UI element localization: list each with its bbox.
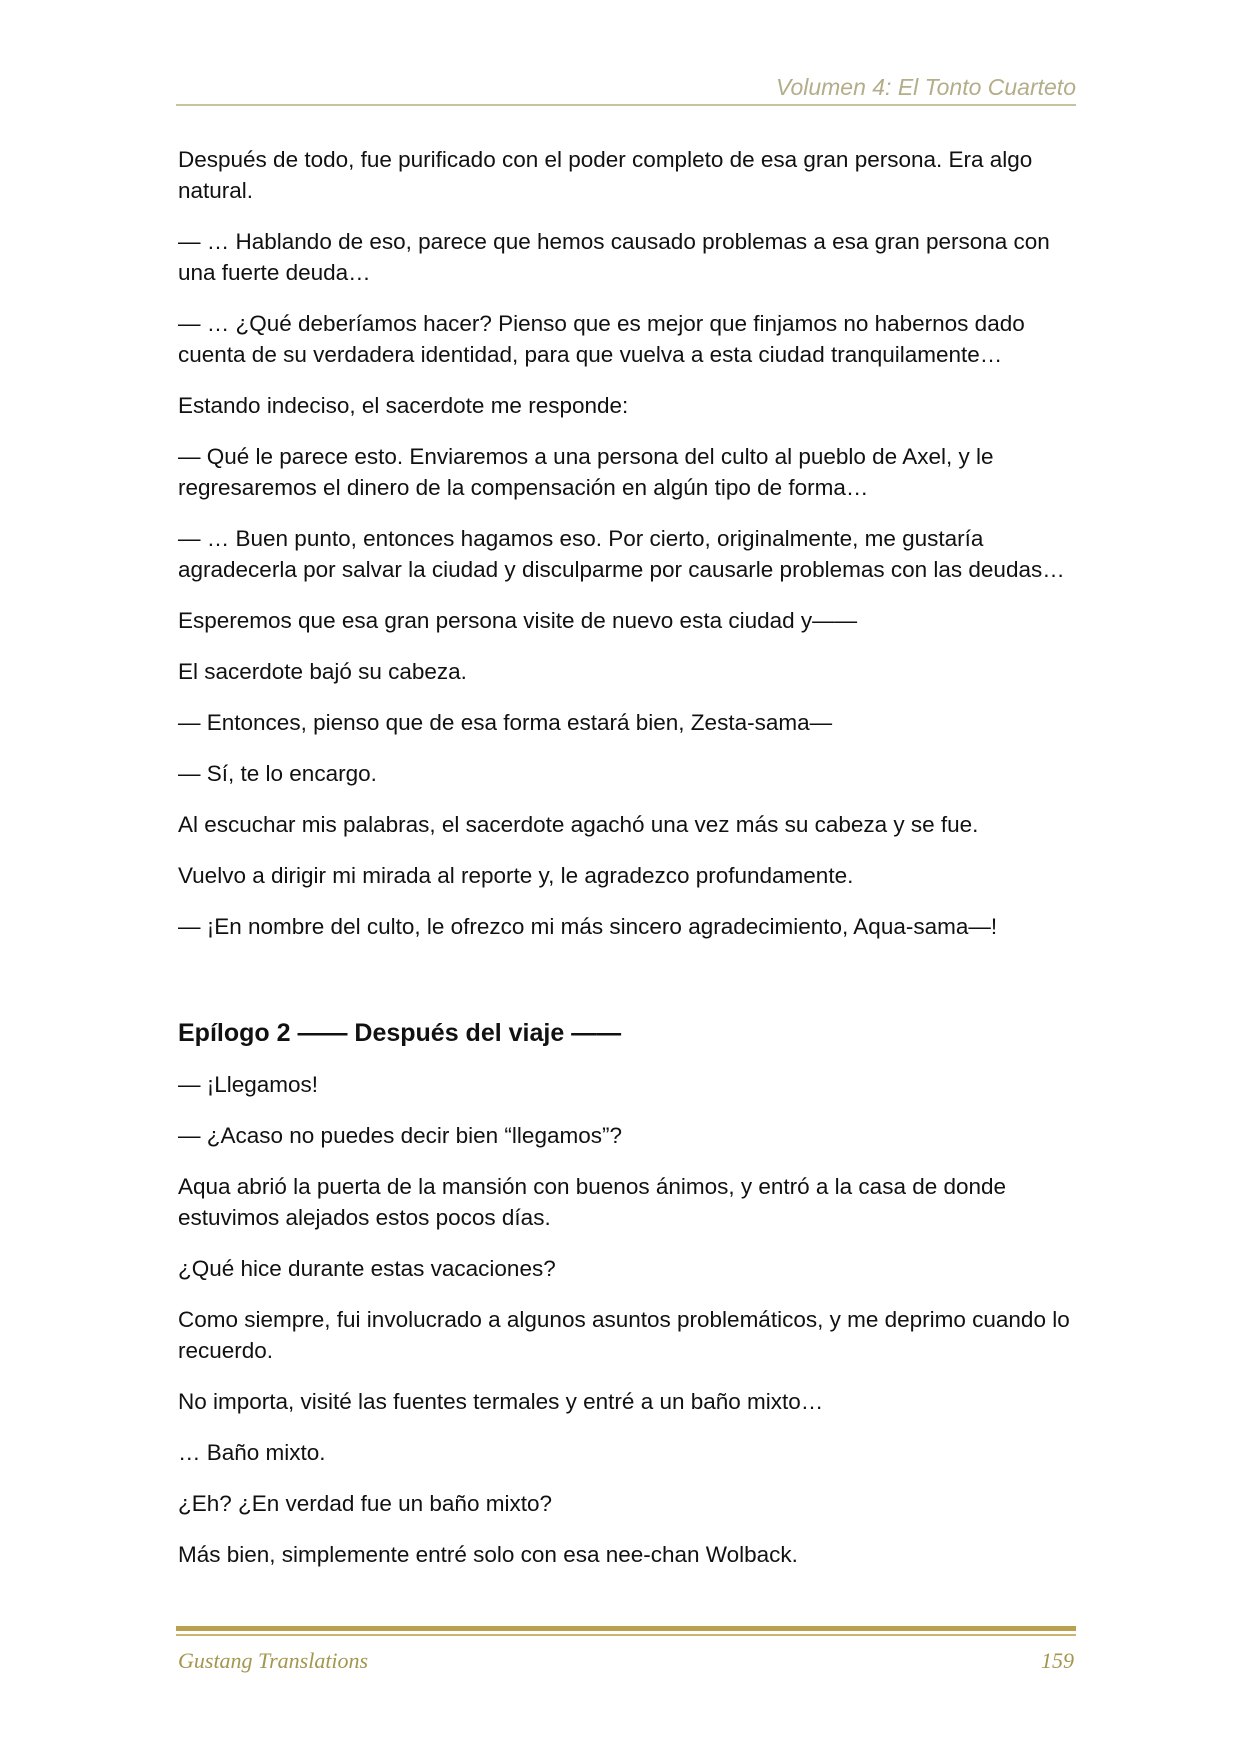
paragraph: Estando indeciso, el sacerdote me responde: xyxy=(178,393,629,418)
paragraph: ¿Eh? ¿En verdad fue un baño mixto? xyxy=(178,1491,552,1516)
page-number: 159 xyxy=(1041,1648,1074,1673)
section-spacer xyxy=(178,962,1080,1017)
paragraph: — ¿Acaso no puedes decir bien “llegamos”? xyxy=(178,1123,622,1148)
footer-divider-thick xyxy=(176,1626,1076,1631)
paragraph: ¿Qué hice durante estas vacaciones? xyxy=(178,1256,556,1281)
paragraph: — ¡En nombre del culto, le ofrezco mi más sincero agradecimiento, Aqua-sama—! xyxy=(178,914,998,939)
page-header xyxy=(176,70,1076,106)
paragraph: Aqua abrió la puerta de la mansión con buenos ánimos, y entró a la casa de donde estuvimos alejados estos pocos días. xyxy=(178,1174,1007,1230)
paragraph: Después de todo, fue purificado con el poder completo de esa gran persona. Era algo natural. xyxy=(178,147,1033,203)
paragraph: El sacerdote bajó su cabeza. xyxy=(178,659,467,684)
paragraph: — Qué le parece esto. Enviaremos a una persona del culto al pueblo de Axel, y le regresaremos el dinero de la compensación en algún tipo de forma… xyxy=(178,444,994,500)
paragraph: — … Buen punto, entonces hagamos eso. Por cierto, originalmente, me gustaría agradecerla por salvar la ciudad y disculparme por causarle problemas con las deudas… xyxy=(178,526,1065,582)
section-heading: Epílogo 2 —— Después del viaje —— xyxy=(178,1019,622,1047)
paragraph: Más bien, simplemente entré solo con esa nee-chan Wolback. xyxy=(178,1542,798,1567)
paragraph: — Sí, te lo encargo. xyxy=(178,761,377,786)
paragraph: No importa, visité las fuentes termales y entré a un baño mixto… xyxy=(178,1389,824,1414)
page-footer xyxy=(176,1626,1076,1686)
volume-title: Volumen 4: El Tonto Cuarteto xyxy=(775,74,1076,100)
paragraph: Esperemos que esa gran persona visite de nuevo esta ciudad y—— xyxy=(178,608,858,633)
header-divider xyxy=(176,104,1076,106)
paragraph: — … Hablando de eso, parece que hemos causado problemas a esa gran persona con una fuerte deuda… xyxy=(178,229,1050,285)
paragraph: … Baño mixto. xyxy=(178,1440,326,1465)
paragraph: — ¡Llegamos! xyxy=(178,1072,319,1097)
paragraph: Vuelvo a dirigir mi mirada al reporte y, le agradezco profundamente. xyxy=(178,863,854,888)
page-body xyxy=(178,144,1080,1590)
translator-credit: Gustang Translations xyxy=(178,1648,369,1673)
paragraph: — … ¿Qué deberíamos hacer? Pienso que es mejor que finjamos no habernos dado cuenta de su verdadera identidad, para que vuelva a esta ciudad tranquilamente… xyxy=(178,311,1025,367)
footer-divider-thin xyxy=(176,1634,1076,1636)
paragraph: Como siempre, fui involucrado a algunos asuntos problemáticos, y me deprimo cuando lo recuerdo. xyxy=(178,1307,1070,1363)
paragraph: Al escuchar mis palabras, el sacerdote agachó una vez más su cabeza y se fue. xyxy=(178,812,979,837)
paragraph: — Entonces, pienso que de esa forma estará bien, Zesta-sama— xyxy=(178,710,833,735)
